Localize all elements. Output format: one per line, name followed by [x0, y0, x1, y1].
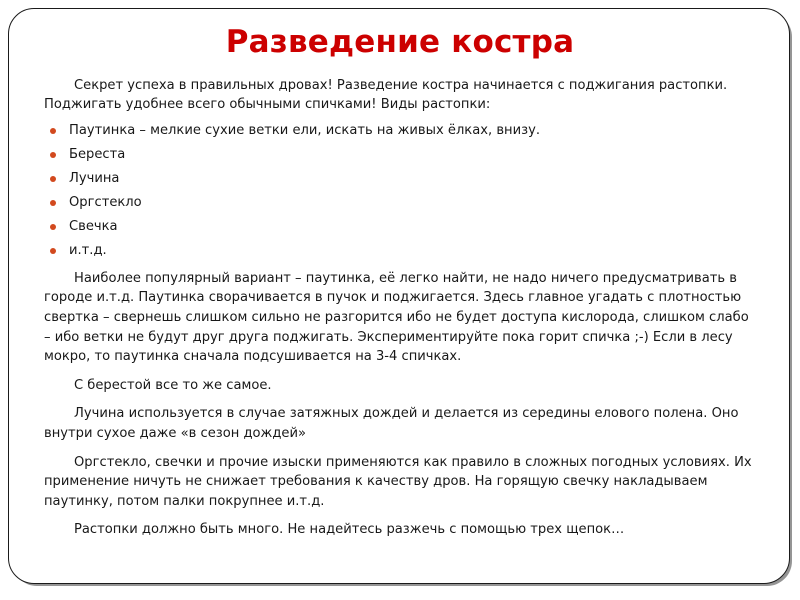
paragraph-conclusion: Растопки должно быть много. Не надейтесь разжечь с помощью трех щепок… — [74, 522, 625, 538]
list-item — [44, 143, 756, 167]
list-item — [44, 191, 756, 215]
paragraph-splinter: Лучина используется в случае затяжных дождей и делается из середины елового полена. Оно внутри сухое даже «в сезон дождей» — [44, 406, 739, 441]
list-item-label: Паутинка – мелкие сухие ветки ели, искать на живых ёлках, внизу. — [69, 122, 540, 138]
bullet-dot-icon — [50, 152, 56, 158]
paragraph-birchbark: С берестой все то же самое. — [74, 377, 272, 393]
slide-body — [44, 76, 756, 540]
bullet-dot-icon — [50, 128, 56, 134]
bullet-dot-icon — [50, 200, 56, 206]
list-item-label: Береста — [69, 146, 126, 162]
bullet-dot-icon — [50, 176, 56, 182]
list-item-label: и.т.д. — [69, 242, 107, 258]
paragraph-plexiglass: Оргстекло, свечки и прочие изыски применяются как правило в сложных погодных условиях. Их применение ничуть не снижает требования к качеству дров. На горящую свечку накладываем паутинку, потом палки покрупнее и.т.д. — [44, 454, 752, 509]
bullet-dot-icon — [50, 224, 56, 230]
list-item-label: Свечка — [69, 218, 118, 234]
page-title: Разведение костра — [225, 24, 575, 60]
body-paragraphs — [44, 269, 756, 540]
list-item — [44, 167, 756, 191]
list-item-label: Лучина — [69, 170, 120, 186]
list-item — [44, 119, 756, 143]
list-item-label: Оргстекло — [69, 194, 142, 210]
bullet-dot-icon — [50, 248, 56, 254]
tinder-types-list — [44, 119, 756, 263]
list-item — [44, 239, 756, 263]
paragraph-spiderweb: Наиболее популярный вариант – паутинка, её легко найти, не надо ничего предусматривать в городе и.т.д. Паутинка сворачивается в пучок и поджигается. Здесь главное угадать с плотностью свертка – свернешь слишком сильно не разгорится ибо не будет доступа кислорода, слишком слабо – ибо ветки не будут друг друга поджигать. Экспериментируйте пока горит спичка ;-) Если в лесу мокро, то паутинка сначала подсушивается на 3-4 спичках. — [44, 270, 749, 365]
intro-paragraph: Секрет успеха в правильных дровах! Разведение костра начинается с поджигания растопки. Поджигать удобнее всего обычными спичками! Виды растопки: — [44, 77, 728, 113]
list-item — [44, 215, 756, 239]
